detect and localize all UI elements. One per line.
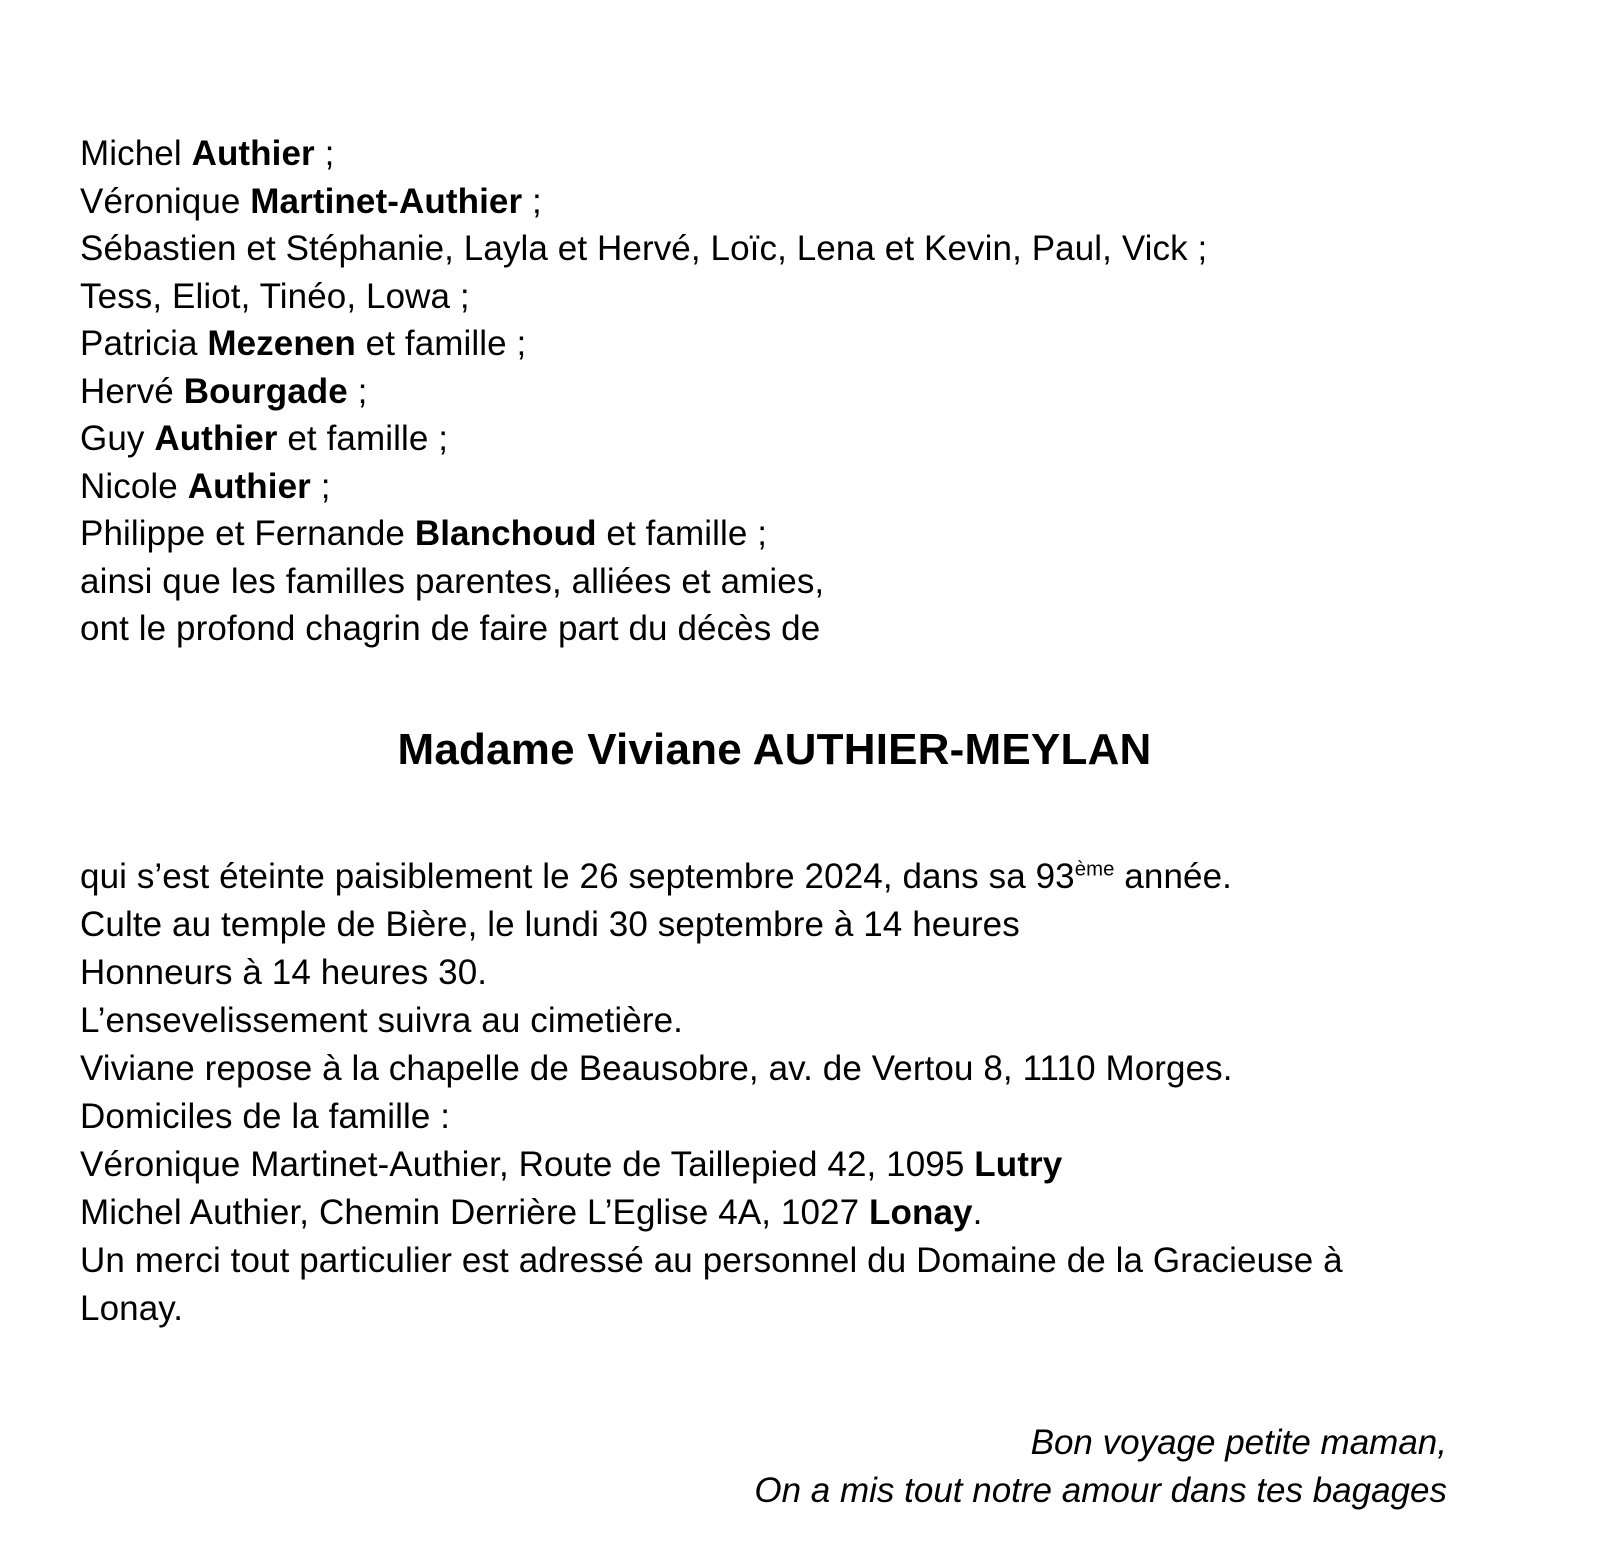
- epitaph-line-2: On a mis tout notre amour dans tes bagages: [754, 1470, 1447, 1510]
- mourner-text: ainsi que les familles parentes, alliées et amies,: [80, 561, 825, 601]
- mourner-surname: Bourgade: [183, 371, 348, 411]
- address-line-2: [80, 1189, 1539, 1237]
- epitaph: [80, 1419, 1539, 1515]
- mourner-suffix: ;: [522, 181, 542, 221]
- mourner-text: Patricia: [80, 324, 208, 363]
- mourner-surname: Blanchoud: [414, 514, 597, 553]
- addresses-label: Domiciles de la famille :: [80, 1096, 451, 1136]
- mourner-line: [80, 463, 1539, 511]
- mourner-suffix: ;: [347, 371, 368, 411]
- address-text: Véronique Martinet-Authier, Route de Taillepied 42, 1095: [80, 1144, 975, 1184]
- burial-line: L’ensevelissement suivra au cimetière.: [80, 1000, 683, 1040]
- mourner-text: Guy: [80, 419, 155, 458]
- deceased-name: Madame Viviane AUTHIER-MEYLAN: [397, 724, 1152, 774]
- mourner-text: Tess, Eliot, Tinéo, Lowa ;: [80, 276, 470, 316]
- service-line: Culte au temple de Bière, le lundi 30 septembre à 14 heures: [80, 904, 1020, 944]
- mourner-line: [80, 273, 1539, 321]
- death-date-text: qui s’est éteinte paisiblement le 26 septembre 2024, dans sa 93: [80, 856, 1075, 896]
- mourner-text: Philippe et Fernande: [80, 514, 415, 553]
- mourner-line: [80, 320, 1539, 368]
- mourner-line: [80, 368, 1539, 416]
- mourner-line: [80, 225, 1539, 273]
- mourner-text: Sébastien et Stéphanie, Layla et Hervé, Loïc, Lena et Kevin, Paul, Vick ;: [80, 229, 1208, 268]
- mourner-line: [80, 178, 1539, 226]
- mourner-suffix: ;: [310, 466, 331, 506]
- mourner-text: ont le profond chagrin de faire part du décès de: [80, 609, 821, 648]
- epitaph-line-1: Bon voyage petite maman,: [1030, 1422, 1447, 1462]
- address-text: Michel Authier, Chemin Derrière L’Eglise 4A, 1027: [80, 1192, 870, 1232]
- mourner-text: Hervé: [80, 371, 184, 411]
- death-date-text-end: année.: [1114, 856, 1232, 896]
- resting-place-line: Viviane repose à la chapelle de Beausobre, av. de Vertou 8, 1110 Morges.: [80, 1048, 1233, 1088]
- honours-line: Honneurs à 14 heures 30.: [80, 952, 488, 992]
- mourner-surname: Mezenen: [207, 324, 356, 363]
- mourner-line: [80, 130, 1539, 178]
- mourner-surname: Authier: [187, 466, 311, 506]
- mourner-text: Véronique: [80, 181, 251, 221]
- mourner-line: [80, 510, 1539, 558]
- age-ordinal-suffix: ème: [1074, 857, 1115, 880]
- mourners-list: [80, 130, 1539, 653]
- address-line-1: [80, 1141, 1539, 1189]
- address-city: Lonay: [869, 1192, 973, 1232]
- mourner-suffix: ;: [314, 134, 335, 173]
- death-date-line: [80, 853, 1539, 901]
- announcement-lead-in: [80, 605, 1539, 653]
- mourner-suffix: et famille ;: [596, 514, 768, 553]
- mourner-text: Michel: [80, 134, 192, 173]
- address-text-end: .: [972, 1192, 983, 1232]
- address-city: Lutry: [974, 1144, 1063, 1184]
- mourner-line: [80, 415, 1539, 463]
- mourner-text: Nicole: [80, 466, 188, 506]
- mourner-suffix: et famille ;: [355, 324, 527, 363]
- mourner-surname: Authier: [191, 134, 315, 173]
- mourner-surname: Martinet-Authier: [250, 181, 523, 221]
- mourner-suffix: et famille ;: [277, 419, 449, 458]
- mourner-line-families: [80, 558, 1539, 606]
- mourner-surname: Authier: [154, 419, 278, 458]
- thanks-line: Un merci tout particulier est adressé au personnel du Domaine de la Gracieuse à Lonay.: [80, 1240, 1343, 1328]
- service-details: [80, 853, 1539, 1333]
